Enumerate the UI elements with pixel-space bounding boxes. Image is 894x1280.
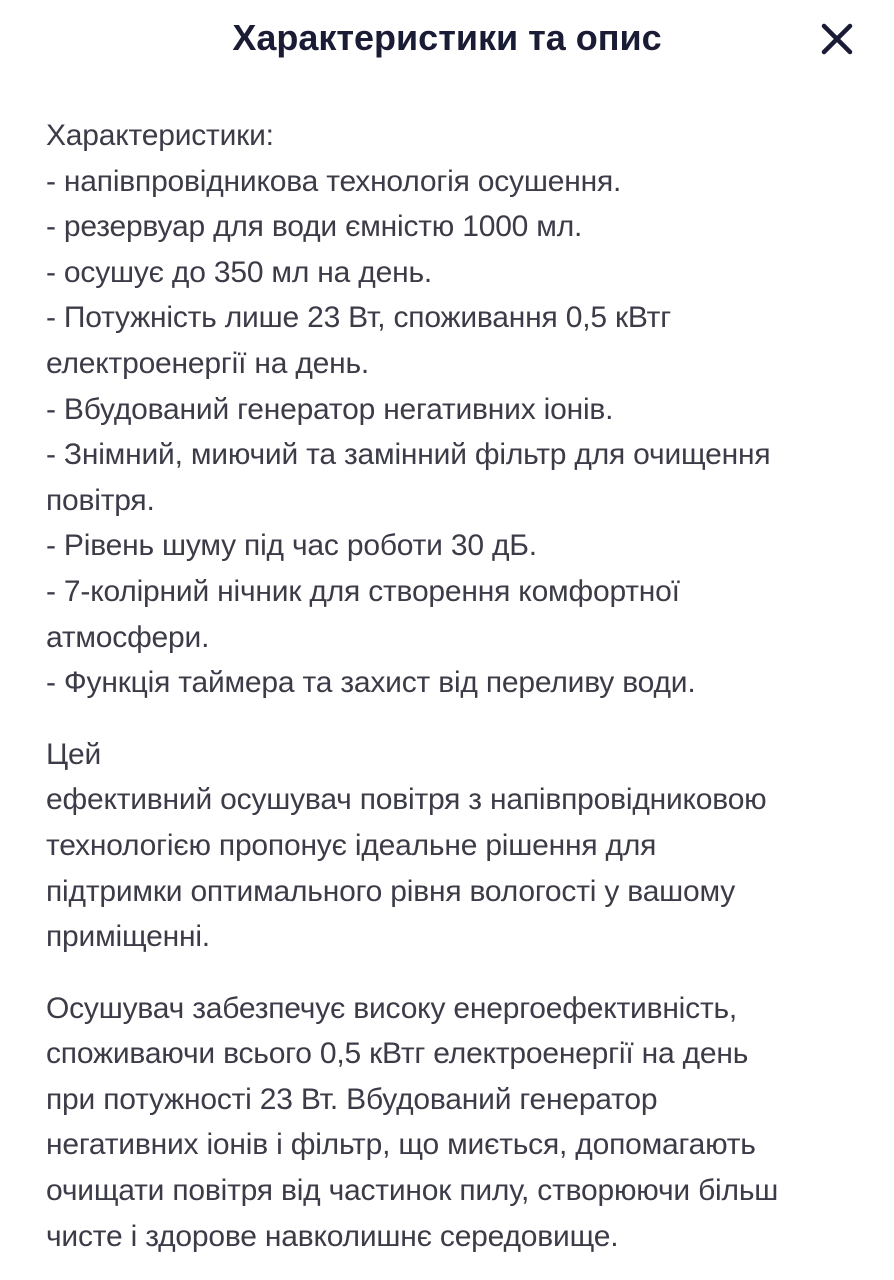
spec-line: - Функція таймера та захист від переливу води. (46, 666, 696, 700)
description-line: приміщенні. (46, 920, 210, 954)
modal-header (0, 0, 894, 80)
spec-line: - Знімний, миючий та замінний фільтр для очищення (46, 438, 771, 472)
spec-line: електроенергії на день. (46, 346, 370, 380)
spec-line: - резервуар для води ємністю 1000 мл. (46, 210, 583, 244)
spec-line: - напівпровідникова технологія осушення. (46, 164, 622, 198)
specs-block (46, 113, 866, 706)
description-paragraph-1 (46, 732, 866, 960)
description-line: чисте і здорове навколишнє середовище. (46, 1219, 619, 1253)
close-icon (820, 22, 854, 56)
description-paragraph-2 (46, 986, 866, 1260)
spec-line: повітря. (46, 483, 155, 517)
modal-content (46, 113, 866, 1259)
spec-line: - Потужність лише 23 Вт, споживання 0,5 кВтг (46, 301, 671, 335)
spec-line: - Вбудований генератор негативних іонів. (46, 392, 614, 426)
description-line: технологією пропонує ідеальне рішення для (46, 828, 657, 862)
close-button[interactable] (814, 16, 860, 62)
description-line: Осушувач забезпечує високу енергоефективність, (46, 991, 738, 1025)
description-line: негативних іонів і фільтр, що миється, допомагають (46, 1128, 756, 1162)
specs-heading: Характеристики: (46, 119, 274, 152)
description-line: при потужності 23 Вт. Вбудований генератор (46, 1082, 658, 1116)
spec-line: - 7-колірний нічник для створення комфортної (46, 574, 680, 608)
modal-title: Характеристики та опис (232, 17, 662, 58)
description-line: ефективний осушувач повітря з напівпровідниковою (46, 783, 767, 817)
description-line: Цей (46, 737, 102, 771)
spec-line: - Рівень шуму під час роботи 30 дБ. (46, 529, 537, 563)
description-line: підтримки оптимального рівня вологості у вашому (46, 874, 736, 908)
description-line: очищати повітря від частинок пилу, створюючи більш (46, 1174, 779, 1208)
spec-line: атмосфери. (46, 620, 210, 654)
spec-line: - осушує до 350 мл на день. (46, 255, 433, 289)
description-line: споживаючи всього 0,5 кВтг електроенергії на день (46, 1037, 749, 1071)
